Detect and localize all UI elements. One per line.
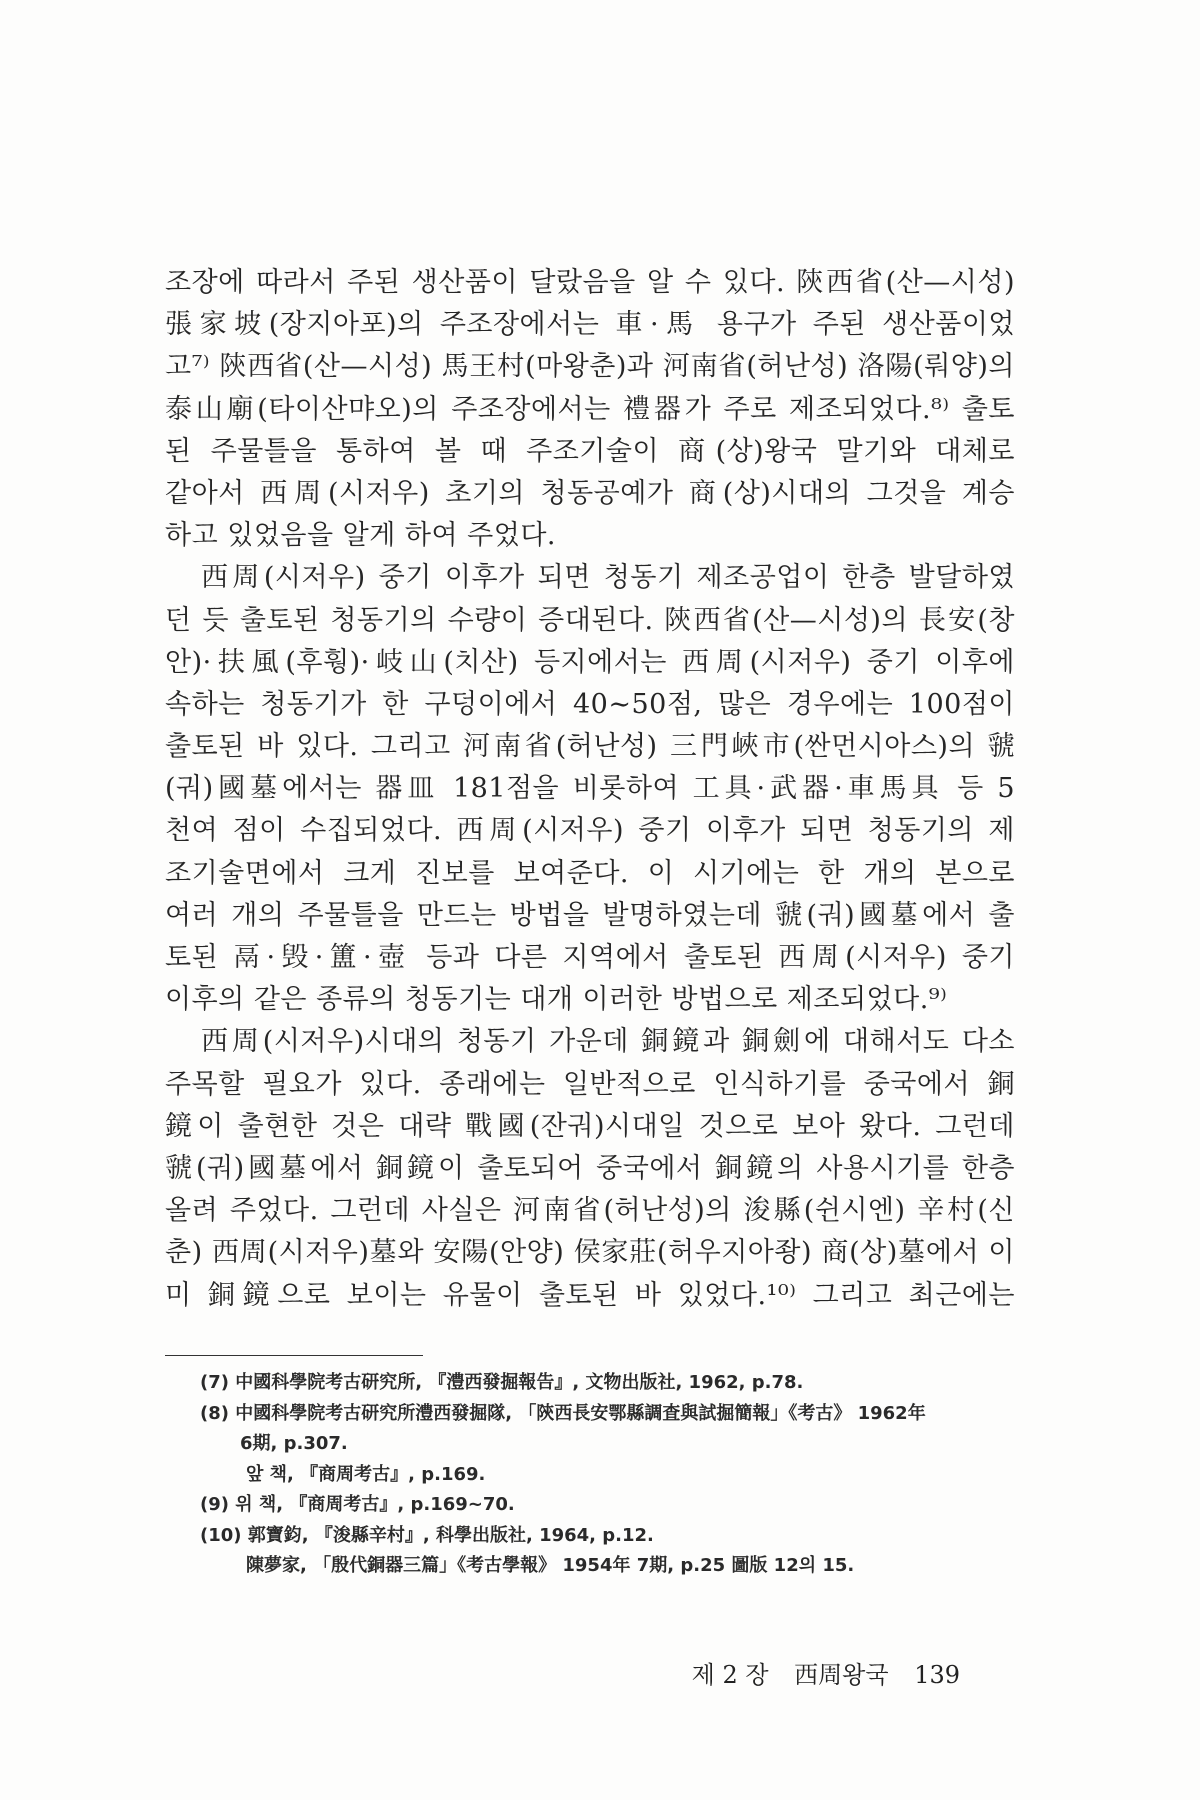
- body-text: [165, 262, 1015, 1317]
- footnote-8-second-ref: 앞 책, 『商周考古』, p.169.: [246, 1463, 486, 1485]
- body-line: 하고 있었음을 알게 하여 주었다.: [165, 520, 556, 552]
- body-line: 고⁷⁾ 陝西省(산—시성) 馬王村(마왕춘)과 河南省(허난성) 洛陽(뤄양)의: [165, 351, 1015, 383]
- footnote-10-second-ref: 陳夢家, 「殷代銅器三篇」《考古學報》 1954年 7期, p.25 圖版 12의 15.: [246, 1555, 855, 1576]
- body-line: 西周(시저우)시대의 청동기 가운데 銅鏡과 銅劍에 대해서도 다소: [201, 1026, 1015, 1058]
- running-footer: [674, 1655, 960, 1690]
- footnote-10: (10) 郭寶鈞, 『浚縣辛村』, 科學出版社, 1964, p.12.: [200, 1524, 654, 1546]
- body-line: 주목할 필요가 있다. 종래에는 일반적으로 인식하기를 중국에서 銅: [165, 1068, 1015, 1100]
- body-line: 같아서 西周(시저우) 초기의 청동공예가 商(상)시대의 그것을 계승: [165, 477, 1015, 509]
- footnote-9: (9) 위 책, 『商周考古』, p.169∼70.: [200, 1494, 515, 1515]
- page-number: 139: [914, 1661, 960, 1689]
- footnote-8-continued: 6期, p.307.: [240, 1433, 348, 1454]
- footnote-7: (7) 中國科學院考古研究所, 『澧西發掘報告』, 文物出版社, 1962, p.78.: [200, 1372, 804, 1393]
- body-line: 춘) 西周(시저우)墓와 安陽(안양) 侯家莊(허우지아좡) 商(상)墓에서 이: [165, 1237, 1015, 1269]
- body-line: 조기술면에서 크게 진보를 보여준다. 이 시기에는 한 개의 본으로: [165, 857, 1015, 889]
- footnote-8: (8) 中國科學院考古研究所澧西發掘隊, 「陝西長安鄂縣調査與試掘簡報」《考古》 1962年: [200, 1402, 926, 1424]
- footnotes: [200, 1368, 1020, 1582]
- body-line: 여러 개의 주물틀을 만드는 방법을 발명하였는데 虢(궈)國墓에서 출: [165, 899, 1015, 931]
- body-line: 張家坡(장지아포)의 주조장에서는 車·馬 용구가 주된 생산품이었: [165, 309, 1015, 341]
- body-line: 虢(궈)國墓에서 銅鏡이 출토되어 중국에서 銅鏡의 사용시기를 한층: [165, 1152, 1015, 1184]
- body-line: 토된 鬲·毁·簠·壺 등과 다른 지역에서 출토된 西周(시저우) 중기: [165, 942, 1015, 973]
- body-line: 이후의 같은 종류의 청동기는 대개 이러한 방법으로 제조되었다.⁹⁾: [165, 984, 948, 1016]
- body-line: 올려 주었다. 그런데 사실은 河南省(허난성)의 浚縣(쉰시엔) 辛村(신: [165, 1195, 1015, 1227]
- body-line: 西周(시저우) 중기 이후가 되면 청동기 제조공업이 한층 발달하였: [201, 562, 1015, 594]
- body-line: 미 銅鏡으로 보이는 유물이 출토된 바 있었다.¹⁰⁾ 그리고 최근에는: [165, 1279, 1015, 1311]
- body-line: 속하는 청동기가 한 구덩이에서 40∼50점, 많은 경우에는 100점이: [165, 688, 1015, 720]
- body-line: 조장에 따라서 주된 생산품이 달랐음을 알 수 있다. 陝西省(산—시성): [165, 267, 1015, 298]
- body-line: 鏡이 출현한 것은 대략 戰國(잔궈)시대일 것으로 보아 왔다. 그런데: [165, 1110, 1015, 1142]
- chapter-title: 西周왕국: [794, 1661, 889, 1689]
- body-line: 출토된 바 있다. 그리고 河南省(허난성) 三門峽市(싼먼시아스)의 虢: [165, 731, 1015, 763]
- body-line: 던 듯 출토된 청동기의 수량이 증대된다. 陝西省(산—시성)의 長安(창: [165, 604, 1015, 636]
- body-line: 泰山廟(타이산먀오)의 주조장에서는 禮器가 주로 제조되었다.⁸⁾ 출토: [165, 393, 1015, 425]
- body-line: 천여 점이 수집되었다. 西周(시저우) 중기 이후가 되면 청동기의 제: [165, 815, 1015, 847]
- chapter-label: 제 2 장: [691, 1661, 769, 1689]
- body-line: 된 주물틀을 통하여 볼 때 주조기술이 商(상)왕국 말기와 대체로: [165, 435, 1015, 467]
- footnote-divider: [165, 1355, 423, 1356]
- body-line: (궈)國墓에서는 器皿 181점을 비롯하여 工具·武器·車馬具 등 5: [165, 773, 1015, 805]
- body-line: 안)·扶風(후훵)·岐山(치산) 등지에서는 西周(시저우) 중기 이후에: [165, 646, 1015, 678]
